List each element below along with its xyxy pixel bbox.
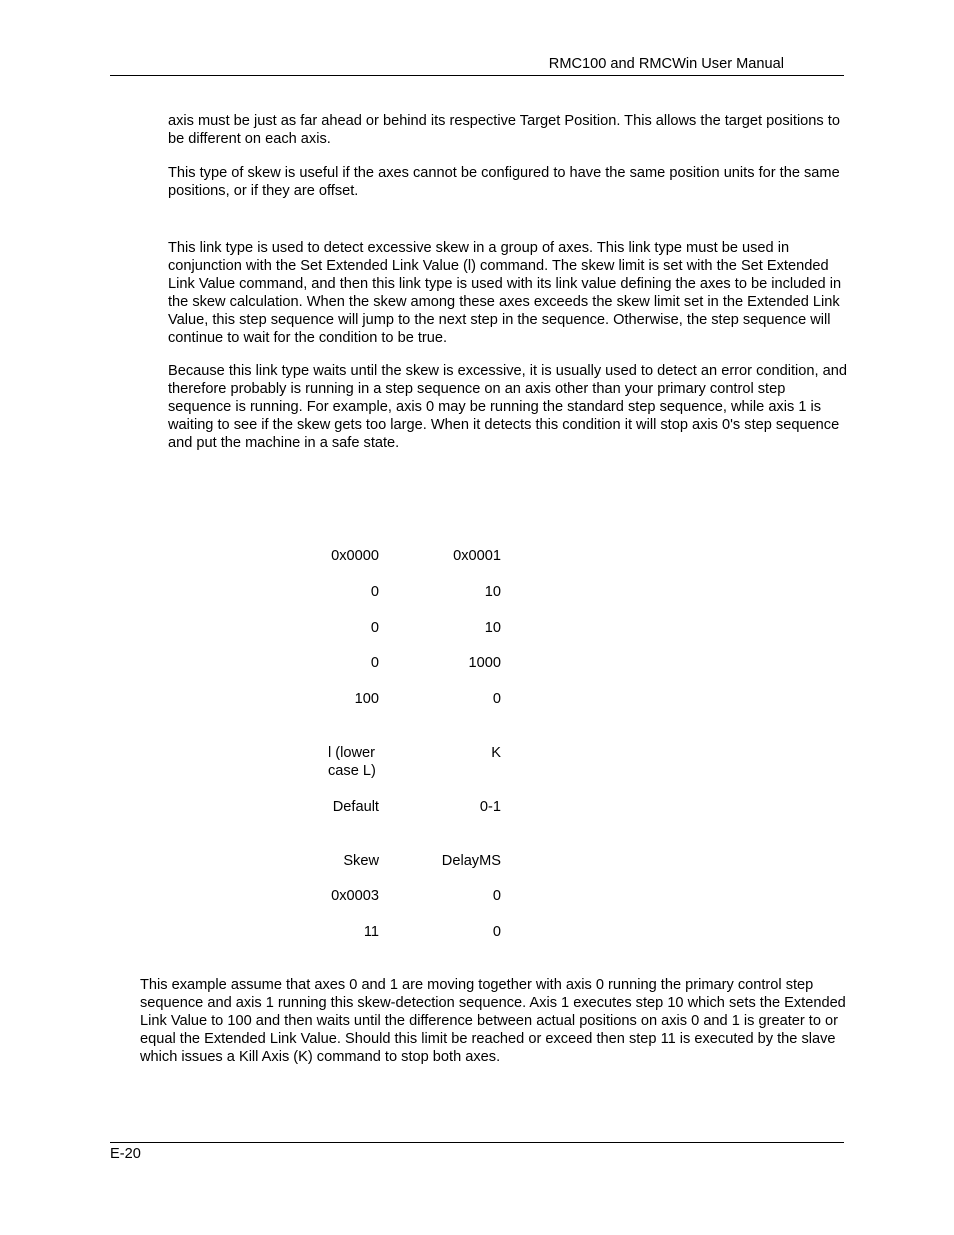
header-rule — [110, 75, 844, 76]
table-cell-col2: 0-1 — [479, 799, 501, 815]
table-cell-col2: DelayMS — [441, 853, 501, 869]
table-cell-col1: Default — [332, 799, 379, 815]
table-cell-col2: 0x0001 — [453, 548, 501, 564]
table-cell-col1-line2: case L) — [328, 763, 376, 779]
footer-rule — [110, 1142, 844, 1143]
table-cell-col1: 0x0003 — [331, 888, 379, 904]
table-cell-col1: 100 — [354, 691, 379, 707]
table-cell-col2: 0 — [492, 888, 501, 904]
manual-title: RMC100 and RMCWin User Manual — [548, 56, 784, 72]
table-cell-col1: 11 — [363, 924, 379, 940]
table-cell-col1: 0 — [370, 584, 379, 600]
table-cell-col1: Skew — [343, 853, 379, 869]
table-cell-col1: 0 — [370, 620, 379, 636]
paragraph-target-position: axis must be just as far ahead or behind its respective Target Position. This allows the target positions to be different on each axis. — [168, 113, 840, 147]
table-cell-col1-line1: l (lower — [328, 745, 376, 761]
table-cell-col1: 0x0000 — [331, 548, 379, 564]
table-cell-col2: 0 — [492, 924, 501, 940]
page-number: E-20 — [110, 1146, 141, 1162]
paragraph-error-detection: Because this link type waits until the skew is excessive, it is usually used to detect an error condition, and therefore probably is running in a step sequence on an axis other than your primary control step sequence is running. For example, axis 0 may be running the standard step sequence, while axis 1 is waiting to see if the skew gets too large. When it detects this condition it will stop axis 0's step sequence and put the machine in a safe state. — [168, 363, 847, 451]
table-cell-col2: 1000 — [468, 655, 501, 671]
table-cell-col2: 10 — [484, 584, 501, 600]
paragraph-skew-usefulness: This type of skew is useful if the axes cannot be configured to have the same position units for the same positions, or if they are offset. — [168, 165, 840, 199]
table-cell-col2: 0 — [492, 691, 501, 707]
table-cell-col2: K — [491, 745, 501, 761]
paragraph-link-type-description: This link type is used to detect excessive skew in a group of axes. This link type must be used in conjunction with the Set Extended Link Value (l) command. The skew limit is set with the Set Extended Link Value command, and then this link type is used with its link value defining the axes to be included in the skew calculation. When the skew among these axes exceeds the skew limit set in the Extended Link Value, this step sequence will jump to the next step in the sequence. Otherwise, the step sequence will continue to wait for the condition to be true. — [168, 240, 842, 346]
paragraph-example: This example assume that axes 0 and 1 are moving together with axis 0 running the primary control step sequence and axis 1 running this skew-detection sequence. Axis 1 executes step 10 which sets the Extended Link Value to 100 and then waits until the difference between actual positions on axis 0 and 1 is greater to or equal the Extended Link Value. Should this limit be reached or exceed then step 11 is executed by the slave which issues a Kill Axis (K) command to stop both axes. — [140, 977, 846, 1065]
table-cell-col2: 10 — [484, 620, 501, 636]
table-cell-col1: 0 — [370, 655, 379, 671]
